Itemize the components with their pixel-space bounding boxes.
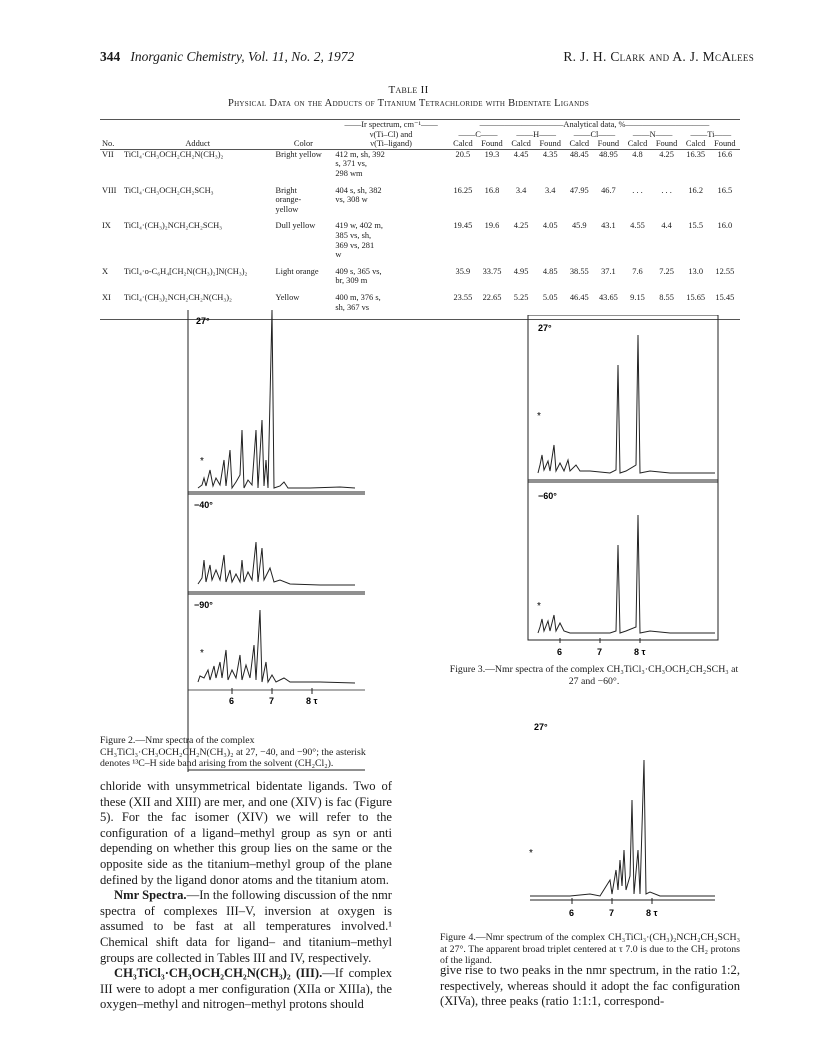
cell-cf: 22.65 (482, 292, 502, 302)
cell-adduct: TiCl₄·(CH₃)₂NCH₂CH₂SCH₃ (123, 221, 223, 231)
cell-c: 20.5 (455, 149, 471, 159)
ir-line: 412 m, sh, 392 (335, 149, 385, 159)
ir-subheader: ν(Ti–Cl) and (369, 129, 413, 139)
paragraph-complex-iii (100, 966, 392, 1013)
fig2-trace-27 (198, 310, 355, 488)
cell-h: 4.25 (513, 221, 529, 231)
cell-hf: 4.35 (542, 149, 558, 159)
ti-header: ——Ti—— (690, 129, 732, 139)
table-row (100, 221, 740, 266)
cell-cf: 19.6 (484, 221, 500, 231)
h-header: ——H—— (516, 129, 556, 139)
col-found: Found (597, 139, 620, 149)
journal-citation: Inorganic Chemistry, Vol. 11, No. 2, 1972 (130, 49, 355, 64)
paragraph-right: give rise to two peaks in the nmr spectrum, in the ratio 1:2, respectively, whereas should it adopt the fac configuration (XIVa), three peaks (ratio 1:1:1, correspond- (440, 963, 740, 1009)
ir-line: w (335, 250, 342, 260)
ir-line: 385 vs, sh, (335, 230, 372, 240)
figure-3-caption: Figure 3.—Nmr spectra of the complex CH₃TiCl₃·CH₃OCH₂CH₂SCH₃ at 27 and −60°. (449, 664, 739, 687)
fig3-trace-minus60 (538, 515, 715, 633)
ir-line: br, 309 m (335, 276, 368, 286)
fig4-tick-6: 6 (569, 908, 575, 918)
cell-hf: 3.4 (544, 185, 556, 195)
cell-clf: 46.7 (601, 185, 616, 195)
cell-cf: 33.75 (482, 266, 502, 276)
cell-n: 4.8 (632, 149, 643, 159)
cell-ti: 15.65 (686, 292, 706, 302)
cell-nf: 8.55 (659, 292, 674, 302)
cell-c: 35.9 (455, 266, 471, 276)
fig3-tick-6: 6 (557, 647, 563, 657)
color-line: Yellow (275, 292, 300, 302)
ir-line: vs, 308 w (335, 195, 368, 205)
cell-n: 4.55 (630, 221, 645, 231)
fig3-label-1: 27° (538, 323, 552, 333)
table-title: Physical Data on the Adducts of Titanium Tetrachloride with Bidentate Ligands (227, 98, 590, 109)
running-header (100, 49, 354, 65)
cell-cl: 46.45 (569, 292, 589, 302)
cell-tif: 16.5 (717, 185, 733, 195)
cell-n: 9.15 (630, 292, 645, 302)
col-adduct: Adduct (185, 139, 211, 149)
cell-ti: 13.0 (688, 266, 704, 276)
cell-cl: 38.55 (569, 266, 589, 276)
table-row (100, 186, 740, 222)
ir-line: s, 371 vs, (335, 159, 367, 169)
complex-iii-body: —If complex III were to adopt a mer configuration (XIIa or XIIIa), the oxygen–methyl and nitrogen–methyl protons should (100, 966, 393, 1012)
nmr-body: —In the following discussion of the nmr spectra of complexes III–V, inversion at oxygen is assumed to be fast at all temperatures involved.¹ Chemical shift data for ligand– and titanium–methyl groups are collected in Tables III and IV, respectively. (100, 888, 392, 965)
col-calcd: Calcd (685, 139, 706, 149)
cell-ti: 16.2 (688, 185, 704, 195)
cell-color (274, 267, 334, 293)
col-calcd: Calcd (569, 139, 590, 149)
fig3-trace-27 (538, 335, 715, 473)
left-column-text (100, 779, 392, 1013)
color-line: yellow (275, 204, 299, 214)
cell-cl: 45.9 (571, 221, 587, 231)
fig4-label-1: 27° (534, 722, 548, 732)
asterisk: * (529, 848, 533, 859)
nmr-heading: Nmr Spectra. (114, 888, 187, 903)
cell-no: VII (102, 149, 114, 159)
cell-h: 4.95 (513, 266, 529, 276)
fig2-trace-minus90 (198, 610, 355, 683)
cell-nf: . . . (661, 185, 672, 195)
cell-c: 16.25 (453, 185, 473, 195)
ir-line: 419 w, 402 m, (335, 221, 383, 231)
color-line: Dull yellow (275, 221, 316, 231)
col-no: No. (102, 139, 115, 149)
fig2-tick-8: 8 τ (306, 696, 318, 706)
asterisk: * (537, 411, 541, 422)
asterisk: * (537, 601, 541, 612)
cell-n: 7.6 (632, 266, 643, 276)
ir-line: 298 wm (335, 168, 363, 178)
figure-2-caption: Figure 2.—Nmr spectra of the complex CH₃TiCl₃·CH₃OCH₂CH₂N(CH₃)₂ at 27, −40, and −90°; the asterisk denotes ¹³C–H side band arising from the solvent (CH₂Cl₂). (100, 735, 366, 770)
cell-ir (333, 267, 449, 293)
color-line: orange- (275, 195, 302, 205)
figure-3-spectra (520, 315, 720, 660)
fig2-label-3: −90° (194, 600, 213, 610)
cell-adduct: TiCl₄·CH₃OCH₂CH₂N(CH₃)₂ (123, 149, 224, 159)
cell-no: XI (102, 292, 111, 302)
cell-no: VIII (102, 185, 117, 195)
fig3-tick-7: 7 (597, 647, 603, 657)
fig4-tick-8: 8 τ (646, 908, 658, 918)
cl-header: ——Cl—— (573, 129, 616, 139)
col-found: Found (655, 139, 678, 149)
cell-cf: 19.3 (484, 149, 500, 159)
cell-adduct: TiCl₄·(CH₃)₂NCH₂CH₂N(CH₃)₂ (123, 292, 232, 302)
col-calcd: Calcd (627, 139, 648, 149)
cell-tif: 12.55 (715, 266, 735, 276)
col-calcd: Calcd (511, 139, 531, 149)
fig2-label-2: −40° (194, 500, 213, 510)
cell-nf: 4.25 (659, 149, 674, 159)
ir-line: 369 vs, 281 (335, 240, 375, 250)
analytical-group-header: ——————————Analytical data, %—————————— (479, 120, 710, 129)
asterisk: * (200, 648, 204, 659)
cell-ir (333, 221, 449, 266)
table-row (100, 267, 740, 293)
cell-tif: 16.0 (717, 221, 733, 231)
color-line: Bright yellow (275, 149, 322, 159)
c-header: ——C—— (458, 129, 498, 139)
cell-h: 4.45 (513, 149, 529, 159)
cell-cf: 16.8 (484, 185, 500, 195)
col-ir: ν(Ti–ligand) (370, 139, 412, 149)
cell-adduct: TiCl₄·o-C₆H₄[CH₂N(CH₃)₂]N(CH₃)₂ (123, 266, 248, 276)
cell-color (274, 186, 334, 222)
cell-c: 23.55 (453, 292, 473, 302)
right-column-text (440, 963, 740, 1010)
ir-group-header: ——Ir spectrum, cm⁻¹—— (344, 120, 438, 129)
ir-line: sh, 367 vs (335, 302, 370, 312)
cell-c: 19.45 (453, 221, 473, 231)
cell-ir (333, 186, 449, 222)
fig2-tick-6: 6 (229, 696, 235, 706)
paragraph-nmr (100, 888, 392, 966)
cell-hf: 4.85 (542, 266, 558, 276)
cell-clf: 37.1 (601, 266, 616, 276)
cell-clf: 48.95 (598, 149, 618, 159)
fig2-tick-7: 7 (269, 696, 275, 706)
paragraph-fac-mer: chloride with unsymmetrical bidentate ligands. Two of these (XII and XIII) are mer, and one (XIV) is fac (Figure 5). For the fac isomer (XIV) we will refer to the configuration of a ligand–methyl group as syn or anti depending on whether this group lies on the same or the opposite side as the titanium–methyl group of the plane defined by the ligand donor atoms and the titanium atom. (100, 779, 392, 887)
running-authors: R. J. H. Clark and A. J. McAlees (563, 49, 754, 64)
fig4-trace-27 (530, 760, 715, 896)
cell-clf: 43.1 (601, 221, 616, 231)
cell-no: IX (102, 221, 111, 231)
n-header: ——N—— (632, 129, 673, 139)
asterisk: * (200, 456, 204, 467)
cell-nf: 4.4 (661, 221, 672, 231)
ir-line: 400 m, 376 s, (335, 292, 381, 302)
cell-no: X (102, 266, 109, 276)
cell-hf: 5.05 (542, 292, 558, 302)
fig2-trace-minus40 (198, 542, 355, 585)
cell-adduct: TiCl₄·CH₃OCH₂CH₂SCH₃ (123, 185, 214, 195)
cell-clf: 43.65 (598, 292, 618, 302)
ir-line: 409 s, 365 vs, (335, 266, 382, 276)
fig3-tick-8: 8 τ (634, 647, 646, 657)
cell-tif: 15.45 (715, 292, 735, 302)
color-line: Light orange (275, 266, 319, 276)
figure-4-caption: Figure 4.—Nmr spectrum of the complex CH₃TiCl₃·(CH₃)₂NCH₂CH₂SCH₃ at 27°. The apparent broad triplet centered at τ 7.0 is due to the CH₂ protons of the ligand. (440, 932, 740, 967)
cell-hf: 4.05 (542, 221, 558, 231)
figure-4-spectrum (520, 700, 720, 930)
cell-ti: 16.35 (686, 149, 706, 159)
cell-h: 5.25 (513, 292, 529, 302)
cell-cl: 48.45 (569, 149, 589, 159)
cell-ir (333, 150, 449, 186)
col-found: Found (539, 139, 561, 149)
color-line: Bright (275, 185, 297, 195)
figure-2-spectra (180, 310, 365, 780)
col-found: Found (714, 139, 736, 149)
complex-iii-heading: CH₃TiCl₃·CH₃OCH₂CH₂N(CH₃)₂ (III). (114, 966, 323, 981)
col-color: Color (293, 139, 313, 149)
fig3-label-2: −60° (538, 491, 557, 501)
table-row (100, 150, 740, 186)
fig2-label-1: 27° (196, 316, 210, 326)
col-found: Found (481, 139, 503, 149)
page-number: 344 (100, 49, 121, 64)
cell-color (274, 150, 334, 186)
cell-nf: 7.25 (659, 266, 674, 276)
physical-data-table (100, 119, 740, 320)
fig4-tick-7: 7 (609, 908, 615, 918)
cell-ti: 15.5 (688, 221, 704, 231)
table-label: Table II (388, 84, 429, 96)
cell-cl: 47.95 (569, 185, 589, 195)
cell-h: 3.4 (515, 185, 527, 195)
cell-tif: 16.6 (717, 149, 733, 159)
ir-line: 404 s, sh, 382 (335, 185, 382, 195)
cell-color (274, 221, 334, 266)
col-calcd: Calcd (453, 139, 473, 149)
cell-n: . . . (632, 185, 643, 195)
